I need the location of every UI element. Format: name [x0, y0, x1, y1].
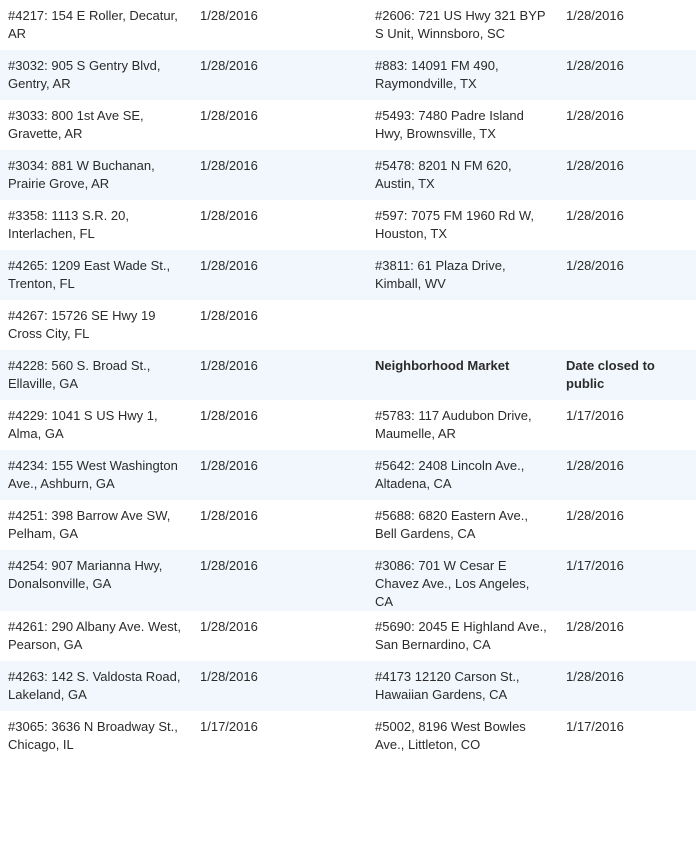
- store-address-cell: #4173 12120 Carson St., Hawaiian Gardens, CA: [367, 661, 558, 711]
- date-closed-cell: 1/28/2016: [192, 250, 367, 300]
- date-closed-cell: 1/28/2016: [558, 0, 696, 50]
- store-address-cell: #5478: 8201 N FM 620, Austin, TX: [367, 150, 558, 200]
- store-address-cell: #4217: 154 E Roller, Decatur, AR: [0, 0, 192, 50]
- store-address-cell: #597: 7075 FM 1960 Rd W, Houston, TX: [367, 200, 558, 250]
- date-closed-cell: 1/28/2016: [192, 200, 367, 250]
- date-closed-cell: 1/28/2016: [192, 500, 367, 550]
- store-address-cell: #5002, 8196 West Bowles Ave., Littleton, CO: [367, 711, 558, 761]
- section-title-cell: Neighborhood Market: [367, 350, 558, 400]
- table-row: [0, 150, 696, 200]
- date-closed-cell: 1/28/2016: [192, 100, 367, 150]
- date-closed-cell: 1/17/2016: [558, 550, 696, 611]
- table-row: [0, 550, 696, 611]
- table-row: [0, 661, 696, 711]
- date-closed-cell: 1/28/2016: [192, 450, 367, 500]
- table-row: [0, 200, 696, 250]
- table-row: [0, 500, 696, 550]
- date-closed-cell: [558, 300, 696, 350]
- date-closed-cell: 1/28/2016: [558, 500, 696, 550]
- table-row: [0, 50, 696, 100]
- table-row: [0, 400, 696, 450]
- store-address-cell: #5493: 7480 Padre Island Hwy, Brownsville, TX: [367, 100, 558, 150]
- date-closed-cell: 1/28/2016: [558, 450, 696, 500]
- store-address-cell: #3086: 701 W Cesar E Chavez Ave., Los Angeles, CA: [367, 550, 558, 611]
- date-closed-cell: 1/28/2016: [558, 150, 696, 200]
- date-closed-cell: 1/28/2016: [558, 250, 696, 300]
- table-row: [0, 100, 696, 150]
- store-address-cell: #3065: 3636 N Broadway St., Chicago, IL: [0, 711, 192, 761]
- date-closed-cell: 1/28/2016: [558, 611, 696, 661]
- store-address-cell: #3032: 905 S Gentry Blvd, Gentry, AR: [0, 50, 192, 100]
- store-address-cell: #4228: 560 S. Broad St., Ellaville, GA: [0, 350, 192, 400]
- store-address-cell: #3811: 61 Plaza Drive, Kimball, WV: [367, 250, 558, 300]
- table-row: [0, 250, 696, 300]
- store-address-cell: #3358: 1113 S.R. 20, Interlachen, FL: [0, 200, 192, 250]
- date-closed-cell: 1/28/2016: [192, 150, 367, 200]
- store-address-cell: [367, 300, 558, 350]
- store-address-cell: #4251: 398 Barrow Ave SW, Pelham, GA: [0, 500, 192, 550]
- store-address-cell: #4267: 15726 SE Hwy 19 Cross City, FL: [0, 300, 192, 350]
- date-closed-cell: 1/28/2016: [192, 661, 367, 711]
- store-address-cell: #5688: 6820 Eastern Ave., Bell Gardens, CA: [367, 500, 558, 550]
- date-closed-cell: 1/28/2016: [192, 300, 367, 350]
- store-address-cell: #3033: 800 1st Ave SE, Gravette, AR: [0, 100, 192, 150]
- date-closed-cell: 1/28/2016: [192, 611, 367, 661]
- store-address-cell: #5783: 117 Audubon Drive, Maumelle, AR: [367, 400, 558, 450]
- section-date-header-cell: Date closed to public: [558, 350, 696, 400]
- table-row: [0, 711, 696, 761]
- store-address-cell: #3034: 881 W Buchanan, Prairie Grove, AR: [0, 150, 192, 200]
- date-closed-cell: 1/28/2016: [192, 0, 367, 50]
- date-closed-cell: 1/28/2016: [558, 200, 696, 250]
- store-address-cell: #883: 14091 FM 490, Raymondville, TX: [367, 50, 558, 100]
- date-closed-cell: 1/28/2016: [558, 661, 696, 711]
- table-row: [0, 300, 696, 350]
- date-closed-cell: 1/28/2016: [558, 50, 696, 100]
- store-address-cell: #5642: 2408 Lincoln Ave., Altadena, CA: [367, 450, 558, 500]
- date-closed-cell: 1/28/2016: [192, 400, 367, 450]
- date-closed-cell: 1/28/2016: [192, 550, 367, 611]
- date-closed-cell: 1/28/2016: [192, 50, 367, 100]
- table-row: [0, 611, 696, 661]
- date-closed-cell: 1/28/2016: [192, 350, 367, 400]
- store-address-cell: #5690: 2045 E Highland Ave., San Bernardino, CA: [367, 611, 558, 661]
- store-address-cell: #4254: 907 Marianna Hwy, Donalsonville, GA: [0, 550, 192, 611]
- store-address-cell: #4263: 142 S. Valdosta Road, Lakeland, GA: [0, 661, 192, 711]
- store-address-cell: #2606: 721 US Hwy 321 BYP S Unit, Winnsboro, SC: [367, 0, 558, 50]
- store-address-cell: #4234: 155 West Washington Ave., Ashburn, GA: [0, 450, 192, 500]
- date-closed-cell: 1/17/2016: [558, 711, 696, 761]
- section-header-row: [0, 350, 696, 400]
- date-closed-cell: 1/17/2016: [558, 400, 696, 450]
- store-address-cell: #4265: 1209 East Wade St., Trenton, FL: [0, 250, 192, 300]
- store-address-cell: #4261: 290 Albany Ave. West, Pearson, GA: [0, 611, 192, 661]
- date-closed-cell: 1/28/2016: [558, 100, 696, 150]
- table-row: [0, 450, 696, 500]
- date-closed-cell: 1/17/2016: [192, 711, 367, 761]
- store-address-cell: #4229: 1041 S US Hwy 1, Alma, GA: [0, 400, 192, 450]
- table-row: [0, 0, 696, 50]
